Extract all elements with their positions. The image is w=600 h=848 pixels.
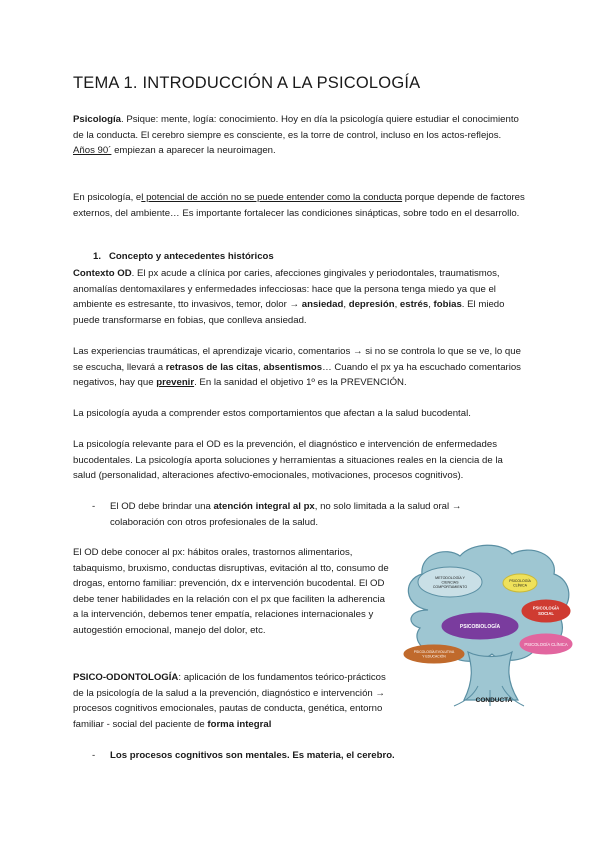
- intro-text: . Psique: mente, logía: conocimiento. Hoy en día la psicología quiere estudiar el conocimiento de la conducta. El cerebro siempre es consciente, es la torre de control, incluso en los actos-reflejos.: [73, 114, 519, 141]
- text-span: ,: [258, 361, 264, 373]
- text-span: En psicología, e: [73, 192, 142, 203]
- keyword-prevent: prevenir: [156, 377, 195, 389]
- keyword-anxiety: ansiedad: [301, 299, 344, 311]
- help-paragraph: La psicología ayuda a comprender estos comportamientos que afectan a la salud bucodental.: [73, 408, 471, 419]
- text-span: ,: [394, 299, 400, 311]
- keyword-delays: retrasos de las citas: [165, 361, 259, 373]
- bubble-clinical-right-label: PSICOLOGÍA CLÍNICA: [524, 642, 568, 647]
- psychology-tree-diagram: [398, 540, 574, 710]
- bullet-dash: -: [92, 501, 96, 512]
- know-patient-paragraph: El OD debe conocer al px: hábitos orales, trastornos alimentarios, tabaquismo, bruxismo, conductas disruptivas, evitación al tto, consumo de drogas, entorno familiar: prevención, dx e intervención bucodental. El OD debe tener habilidades en la relación con el px que faciliten la adherencia a la intervención, debemos tener empatía, relaciones internacionales y autogestión emocional, manejo del dolor, etc.: [73, 547, 389, 636]
- keyword-phobias: fobias: [433, 299, 462, 311]
- keyword-integral-care: atención integral al px: [213, 501, 315, 512]
- text-span: ,: [343, 299, 349, 311]
- context-label: Contexto OD: [73, 268, 132, 279]
- section-number: 1.: [93, 251, 102, 262]
- section-title: Concepto y antecedentes históricos: [109, 251, 274, 262]
- bubble-social-label-2: SOCIAL: [538, 611, 554, 616]
- text-span: … Cuando el px ya ha escuchado comentarios negativos, hay que: [73, 361, 521, 389]
- section-heading: [93, 251, 274, 262]
- trauma-paragraph: [73, 344, 528, 391]
- bubble-clinical-top-label-1: PSICOLOGÍA: [509, 579, 531, 583]
- bubble-clinical-top-label-2: CLÍNICA: [513, 583, 527, 588]
- action-potential-paragraph: [73, 190, 528, 221]
- cognitive-statement: Los procesos cognitivos son mentales. Es materia, el cerebro.: [110, 750, 395, 761]
- relevance-paragraph: La psicología relevante para el OD es la prevención, el diagnóstico e intervención de enfermedades bucodentales. La psicología aporta soluciones y herramientas a situaciones reales en la ciencia de la salud (personalidad, alteraciones afectivo-emocionales, motivaciones, procesos cognitivos).: [73, 439, 503, 482]
- bullet-dash: -: [92, 750, 96, 761]
- bubble-methodology-label-1: METODOLOGÍA Y: [435, 576, 465, 580]
- underlined-text: l potencial de acción no se puede entender como la conducta: [141, 192, 403, 203]
- bullet-item: [92, 499, 490, 530]
- keyword-integral-form: forma integral: [207, 718, 272, 730]
- text-span: . El px acude a clínica por caries, afecciones gingivales y periodontales, traumatismos, anomalías dentomaxilares y enfermedades infecciosas: hace que la persona tenga miedo ya que el ambiente es estresante, tto invasivos, temor, dolor →: [73, 268, 500, 311]
- bullet-item-cognitive: [92, 748, 410, 764]
- years-label: Años 90´: [73, 145, 112, 157]
- text-span: ,: [428, 299, 434, 311]
- text-span: El OD debe brindar una: [110, 501, 214, 512]
- bubble-social-label-1: PSICOLOGÍA: [532, 605, 560, 611]
- tree-svg: [398, 540, 574, 710]
- text-span: : aplicación de los fundamentos teórico-prácticos de la psicología de la salud a la prevención, diagnóstico e intervención → procesos cognitivos emocionales, pautas de conducta, genética, entorno familiar - social del paciente de: [73, 672, 386, 730]
- intro-paragraph: [73, 112, 528, 159]
- tree-trunk: [464, 652, 518, 700]
- context-paragraph: [73, 266, 528, 328]
- bubble-psychobiology-label: PSICOBIOLOGÍA: [459, 624, 501, 630]
- text-span: . El miedo puede transformarse en fobias, que conlleva ansiedad.: [73, 299, 505, 326]
- psico-odontology-paragraph: [73, 670, 391, 732]
- keyword-absenteeism: absentismos: [263, 361, 323, 373]
- text-span: . En la sanidad el objetivo 1º es la PREVENCIÓN.: [194, 377, 407, 389]
- psico-label: PSICO-ODONTOLOGÍA: [73, 672, 179, 683]
- keyword-depression: depresión: [348, 299, 395, 311]
- bubble-methodology-label-3: COMPORTAMIENTO: [432, 585, 468, 589]
- years-text: empiezan a aparecer la neuroimagen.: [111, 145, 276, 157]
- bubble-evolutionary-label-1: PSICOLOGÍA EVOLUTIVA: [413, 650, 455, 654]
- text-span: Las experiencias traumáticas, el aprendizaje vicario, comentarios → si no se controla lo que se ve, lo que se escucha, llevará a: [73, 346, 521, 373]
- bubble-evolutionary-label-2: Y EDUCACIÓN: [422, 654, 446, 659]
- page-title: TEMA 1. INTRODUCCIÓN A LA PSICOLOGÍA: [73, 74, 421, 92]
- trunk-label: CONDUCTA: [475, 697, 513, 704]
- intro-term: Psicología: [73, 114, 121, 125]
- keyword-stress: estrés: [399, 299, 429, 311]
- text-span: porque depende de factores externos, del ambiente… Es importante fortalecer las condiciones sinápticas, sobre todo en el desarrollo.: [73, 192, 525, 219]
- text-span: , no solo limitada a la salud oral → colaboración con otros profesionales de la salud.: [110, 501, 462, 528]
- bubble-methodology-label-2: CIENCIAS: [441, 580, 459, 585]
